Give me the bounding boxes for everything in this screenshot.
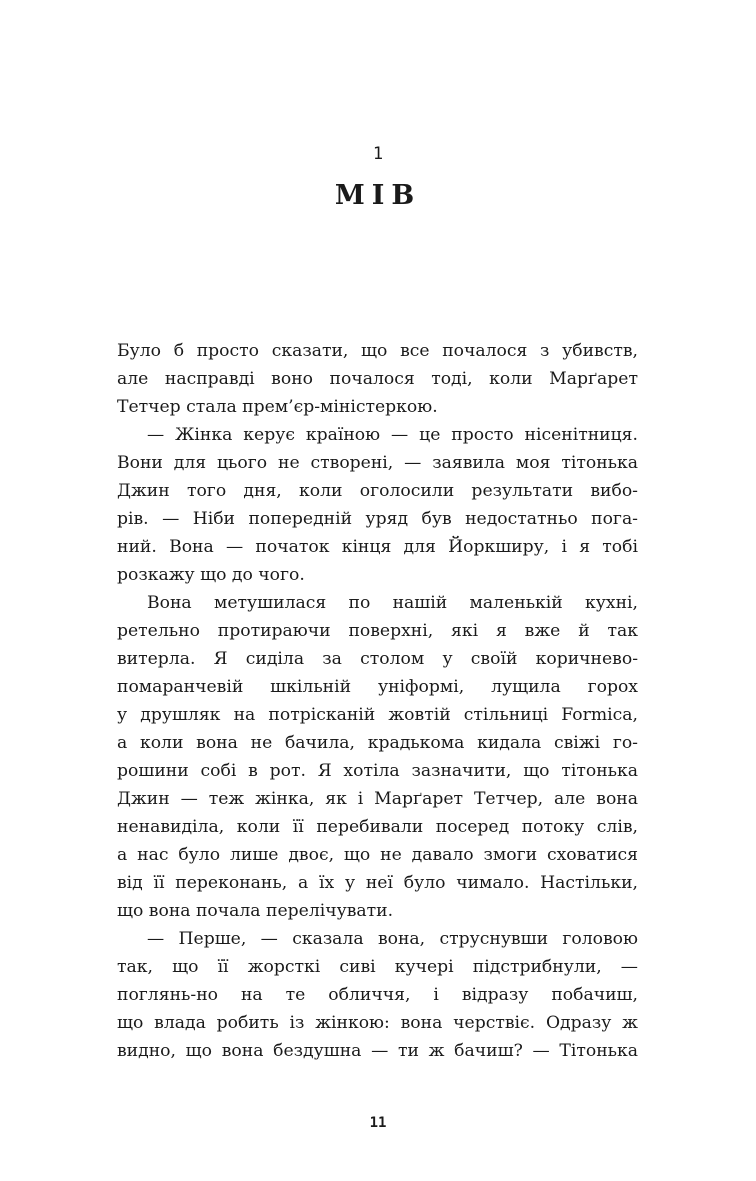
chapter-number: 1 bbox=[372, 144, 384, 164]
text-line: Джин — теж жінка, як і Марґарет Тетчер, але вона bbox=[117, 789, 638, 809]
page-number: 11 bbox=[369, 1115, 387, 1131]
text-line: розкажу що до чого. bbox=[117, 565, 305, 585]
text-line: що влада робить із жінкою: вона черствіє. Одразу ж bbox=[117, 1013, 638, 1033]
text-line: Тетчер стала прем’єр-міністеркою. bbox=[117, 397, 438, 417]
text-line: помаранчевій шкільній уніформі, лущила горох bbox=[117, 677, 638, 697]
text-line: Джин того дня, коли оголосили результати вибо- bbox=[117, 481, 638, 501]
text-line: Вони для цього не створені, — заявила моя тітонька bbox=[117, 453, 638, 473]
chapter-title: МІВ bbox=[334, 180, 422, 211]
text-line: ретельно протираючи поверхні, які я вже й так bbox=[117, 621, 638, 641]
text-line: — Жінка керує країною — це просто нісенітниця. bbox=[147, 425, 638, 445]
text-line: видно, що вона бездушна — ти ж бачиш? — Тітонька bbox=[117, 1041, 638, 1061]
text-line: так, що її жорсткі сиві кучері підстрибнули, — bbox=[117, 957, 638, 977]
text-line: а коли вона не бачила, крадькома кидала свіжі го- bbox=[117, 733, 638, 753]
text-line: рів. — Ніби попередній уряд був недостатньо пога- bbox=[117, 509, 638, 529]
text-line: у друшляк на потрісканій жовтій стільниці Formica, bbox=[117, 705, 638, 725]
text-line: ний. Вона — початок кінця для Йоркширу, і я тобі bbox=[117, 537, 638, 557]
text-line: Вона метушилася по нашій маленькій кухні, bbox=[147, 593, 638, 613]
text-line: ненавиділа, коли її перебивали посеред потоку слів, bbox=[117, 817, 638, 837]
text-line: поглянь-но на те обличчя, і відразу побачиш, bbox=[117, 985, 638, 1005]
text-line: від її переконань, а їх у неї було чимало. Настільки, bbox=[117, 873, 638, 893]
text-line: Було б просто сказати, що все почалося з убивств, bbox=[117, 341, 638, 361]
text-line: але насправді воно почалося тоді, коли Марґарет bbox=[117, 369, 638, 389]
text-line: а нас було лише двоє, що не давало змоги сховатися bbox=[117, 845, 638, 865]
text-line: рошини собі в рот. Я хотіла зазначити, що тітонька bbox=[117, 761, 638, 781]
text-line: витерла. Я сиділа за столом у своїй коричнево- bbox=[117, 649, 638, 669]
chapter-body bbox=[117, 337, 638, 1065]
text-line: — Перше, — сказала вона, струснувши головою bbox=[147, 929, 638, 949]
text-line: що вона почала перелічувати. bbox=[117, 901, 394, 921]
